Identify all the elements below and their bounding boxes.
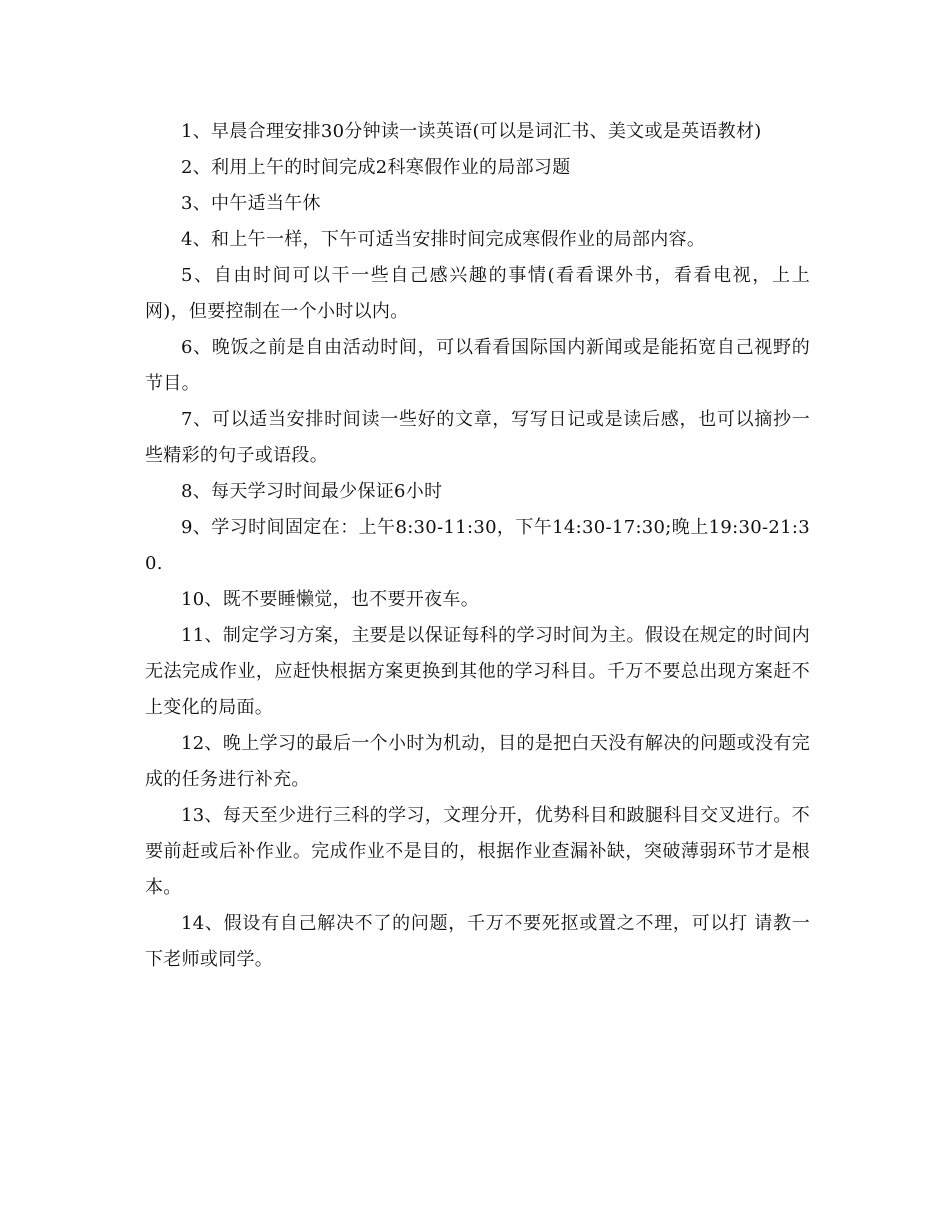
paragraph-3: 3、中午适当午休 bbox=[181, 193, 321, 214]
paragraph-5: 5、自由时间可以干一些自己感兴趣的事情(看看课外书，看看电视，上上网)，但要控制在一个小时以内。 bbox=[145, 265, 810, 322]
paragraph-9: 9、学习时间固定在：上午8:30-11:30，下午14:30-17:30;晚上19:30-21:30. bbox=[145, 517, 810, 574]
paragraph-12: 12、晚上学习的最后一个小时为机动，目的是把白天没有解决的问题或没有完成的任务进行补充。 bbox=[145, 733, 810, 790]
paragraph-1: 1、早晨合理安排30分钟读一读英语(可以是词汇书、美文或是英语教材) bbox=[181, 121, 762, 142]
paragraph-4: 4、和上午一样，下午可适当安排时间完成寒假作业的局部内容。 bbox=[181, 229, 706, 250]
paragraph-11: 11、制定学习方案，主要是以保证每科的学习时间为主。假设在规定的时间内无法完成作业，应赶快根据方案更换到其他的学习科目。千万不要总出现方案赶不上变化的局面。 bbox=[145, 625, 810, 718]
document-body bbox=[145, 114, 810, 978]
paragraph-13: 13、每天至少进行三科的学习，文理分开，优势科目和跛腿科目交叉进行。不要前赶或后补作业。完成作业不是目的，根据作业查漏补缺，突破薄弱环节才是根本。 bbox=[145, 805, 810, 898]
paragraph-10: 10、既不要睡懒觉，也不要开夜车。 bbox=[181, 589, 480, 610]
paragraph-2: 2、利用上午的时间完成2科寒假作业的局部习题 bbox=[181, 157, 571, 178]
paragraph-7: 7、可以适当安排时间读一些好的文章，写写日记或是读后感，也可以摘抄一些精彩的句子或语段。 bbox=[145, 409, 810, 466]
paragraph-8: 8、每天学习时间最少保证6小时 bbox=[181, 481, 443, 502]
paragraph-14: 14、假设有自己解决不了的问题，千万不要死抠或置之不理，可以打 请教一下老师或同学。 bbox=[145, 913, 810, 970]
paragraph-6: 6、晚饭之前是自由活动时间，可以看看国际国内新闻或是能拓宽自己视野的节目。 bbox=[145, 337, 810, 394]
